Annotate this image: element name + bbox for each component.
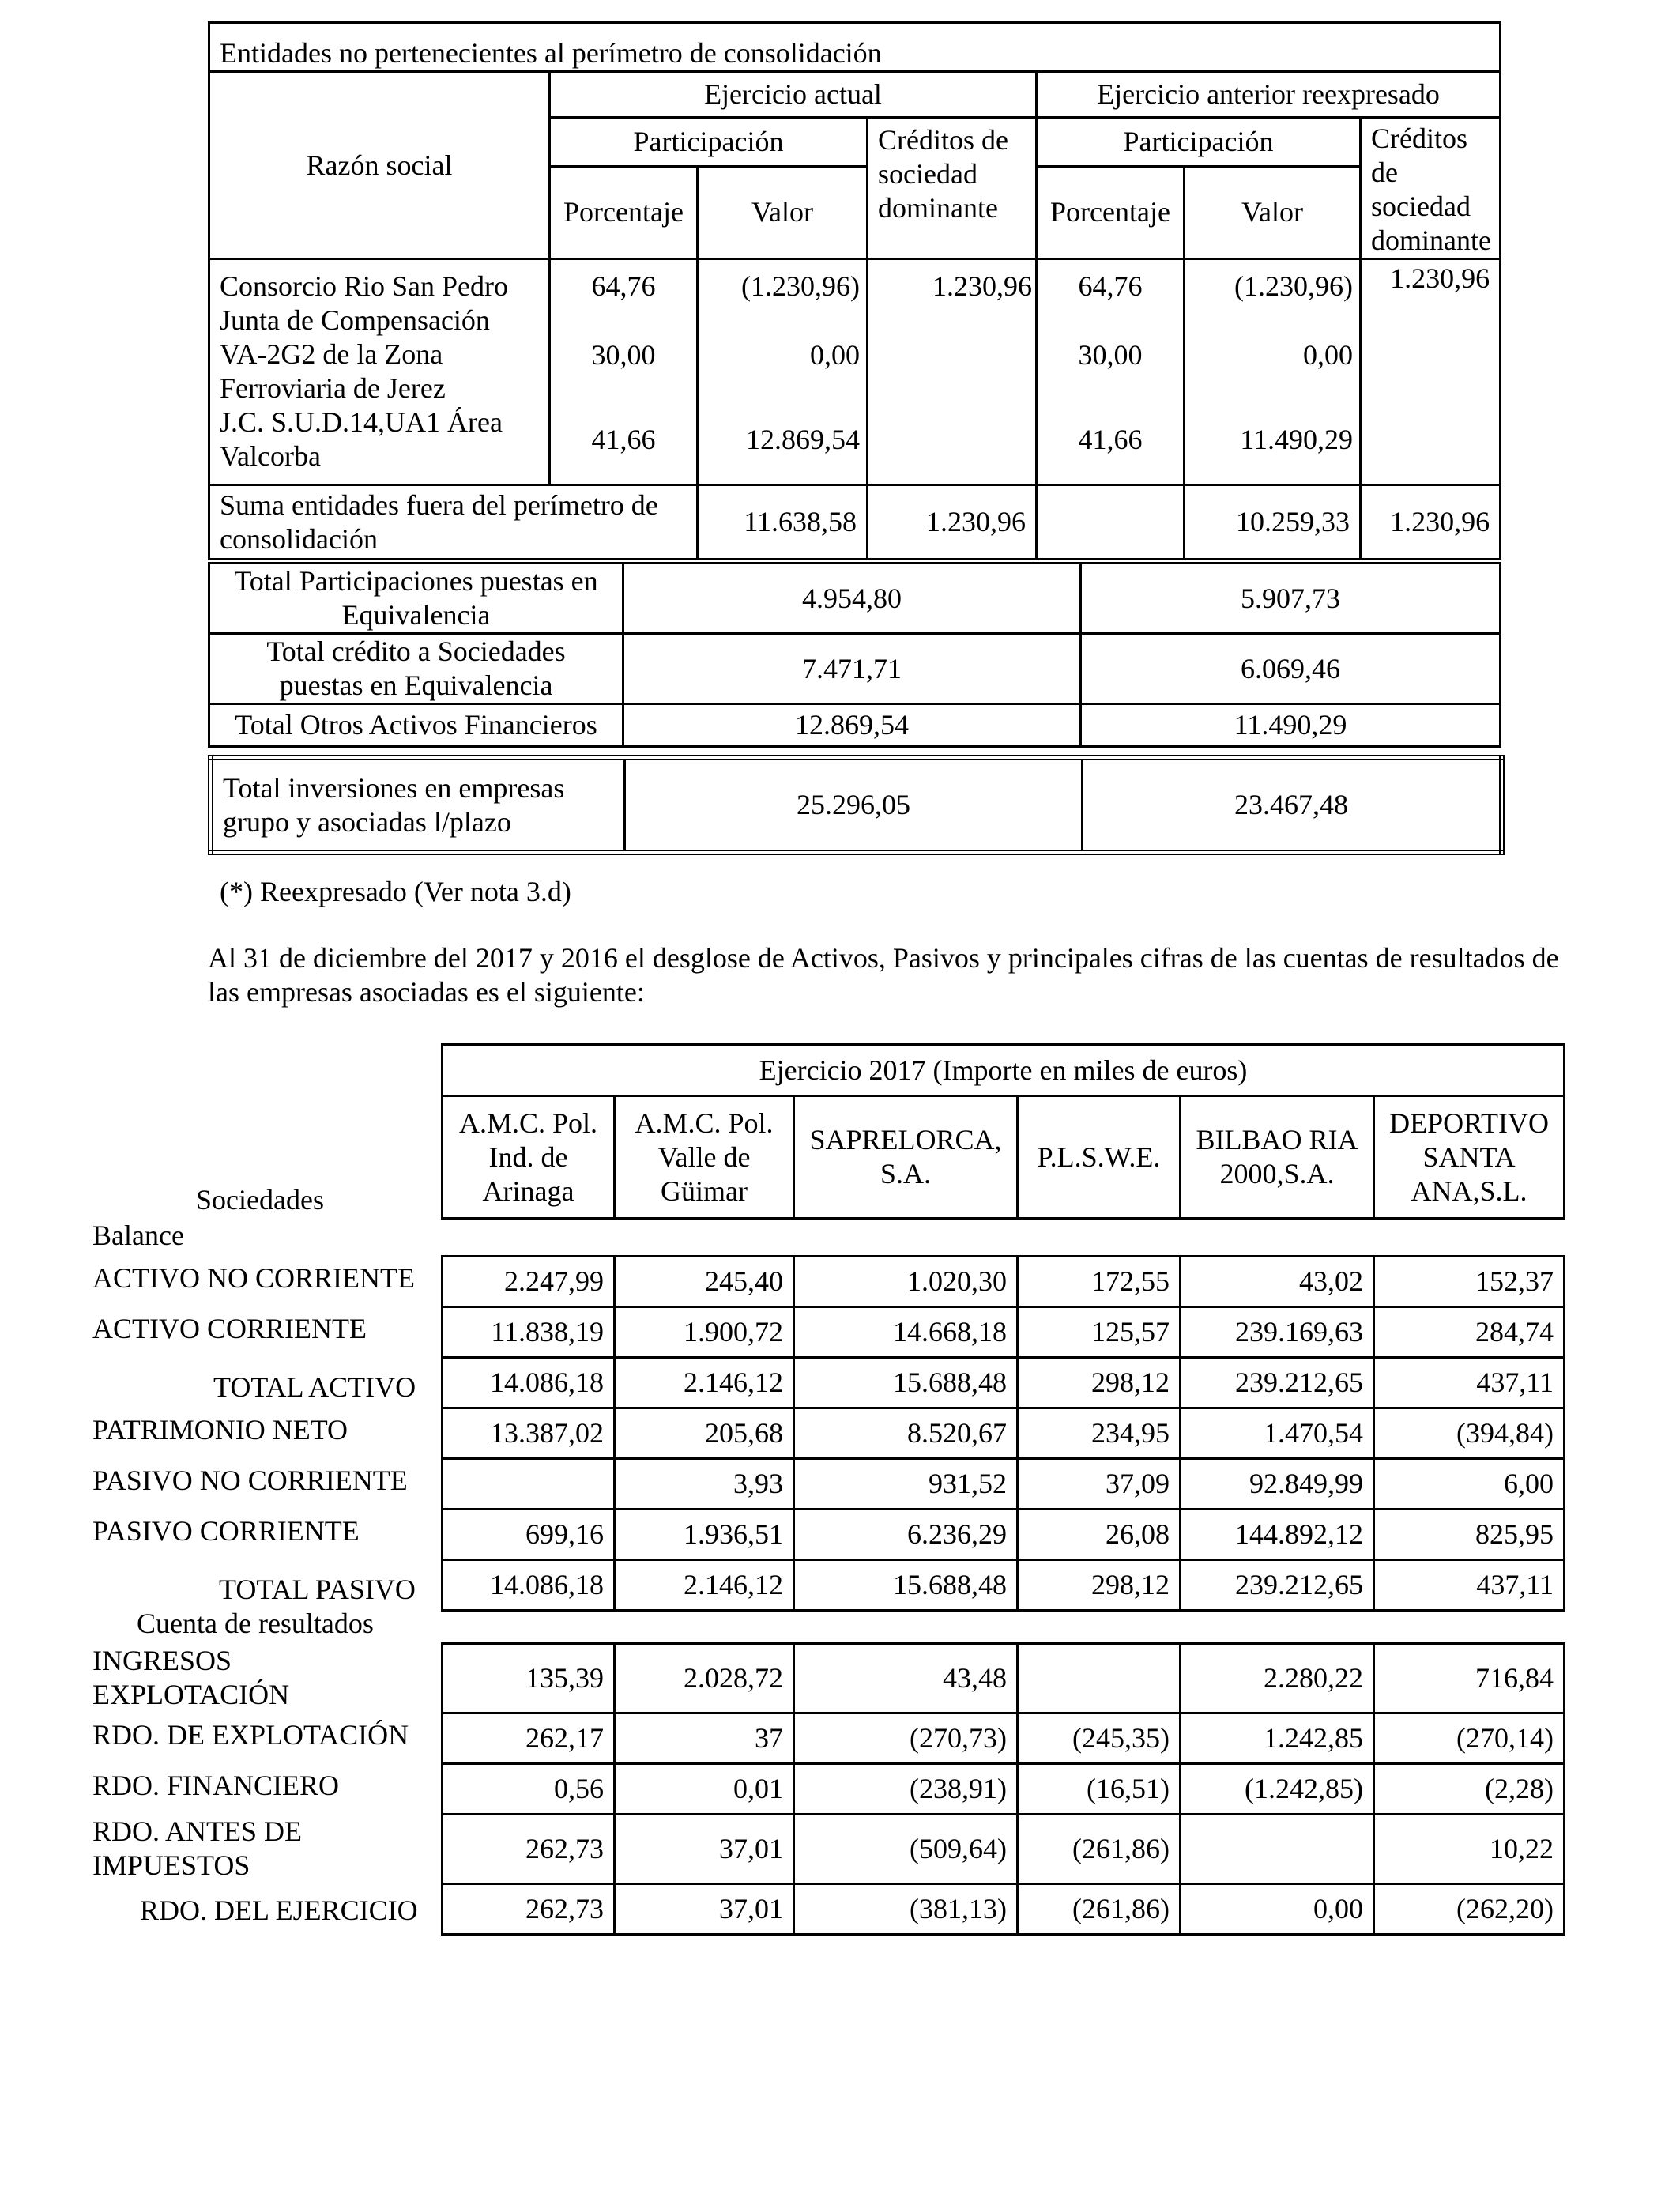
table-balance [441,1255,1565,1612]
balance-cell: 437,11 [1374,1560,1565,1611]
table-totales-equivalencia [208,562,1501,748]
total-participaciones-anterior: 5.907,73 [1081,564,1501,634]
result-cell: 10,22 [1374,1815,1565,1884]
pct-anterior-1: 64,76 [1078,270,1143,302]
balance-cell: 2.146,12 [615,1560,794,1611]
row-label: PASIVO CORRIENTE [92,1515,360,1547]
entity-names: Consorcio Rio San Pedro Junta de Compensación VA-2G2 de la Zona Ferroviaria de Jerez J.C. S.U.D.14,UA1 Área Valcorba [209,259,550,485]
result-cell: (270,73) [794,1713,1018,1764]
balance-cell: 239.212,65 [1181,1560,1374,1611]
valor-actual-col [698,259,868,485]
table-row [443,1459,1565,1510]
result-cell: (238,91) [794,1764,1018,1815]
balance-cell: 2.247,99 [443,1257,615,1307]
balance-cell: 699,16 [443,1510,615,1560]
result-cell: 37,01 [615,1884,794,1935]
table-row [443,1358,1565,1408]
pct-actual-2: 30,00 [591,339,656,371]
row-label: ACTIVO CORRIENTE [92,1313,367,1344]
result-cell: (245,35) [1018,1713,1181,1764]
result-cell: 716,84 [1374,1644,1565,1713]
result-cell: 37,01 [615,1815,794,1884]
header-razon-social: Razón social [209,72,550,259]
balance-cell: 14.086,18 [443,1560,615,1611]
total-participaciones-actual: 4.954,80 [623,564,1081,634]
total-credito-actual: 7.471,71 [623,634,1081,704]
pct-actual-3: 41,66 [591,424,656,455]
balance-cell: 1.020,30 [794,1257,1018,1307]
total-inversiones-actual: 25.296,05 [625,758,1083,853]
table-row [443,1510,1565,1560]
suma-valor-anterior: 10.259,33 [1185,485,1361,560]
row-label: RDO. DE EXPLOTACIÓN [92,1719,409,1751]
cred-anterior-col [1361,259,1501,485]
balance-cell: 234,95 [1018,1408,1181,1459]
cred-actual-col [868,259,1037,485]
balance-cell: 205,68 [615,1408,794,1459]
balance-cell: 284,74 [1374,1307,1565,1358]
balance-cell: 11.838,19 [443,1307,615,1358]
cred-actual-1: 1.230,96 [932,270,1032,302]
footnote: (*) Reexpresado (Ver nota 3.d) [220,876,571,907]
company-header: BILBAO RIA 2000,S.A. [1181,1096,1374,1219]
suma-pct-anterior [1037,485,1185,560]
result-cell: 262,73 [443,1815,615,1884]
header-porcentaje-anterior: Porcentaje [1037,166,1185,258]
table-row [443,1560,1565,1611]
table-row [443,1257,1565,1307]
table-title: Entidades no pertenecientes al perímetro de consolidación [209,23,1501,72]
company-header: P.L.S.W.E. [1018,1096,1181,1219]
balance-cell: 26,08 [1018,1510,1181,1560]
result-cell: 2.028,72 [615,1644,794,1713]
table-row [443,1408,1565,1459]
table-row [443,1307,1565,1358]
result-cell: (2,28) [1374,1764,1565,1815]
balance-label: Balance [92,1220,184,1251]
balance-cell: 15.688,48 [794,1560,1018,1611]
valor-actual-1: (1.230,96) [741,270,860,302]
header-participacion-actual: Participación [550,118,868,167]
total-participaciones-label: Total Participaciones puestas en Equivalencia [209,564,623,634]
balance-cell: 92.849,99 [1181,1459,1374,1510]
balance-cell: 3,93 [615,1459,794,1510]
row-label: TOTAL PASIVO [219,1574,416,1605]
table-entidades-fuera-perimetro [208,21,1501,560]
pct-actual-col [550,259,698,485]
row-label: INGRESOS EXPLOTACIÓN [92,1645,290,1710]
result-cell: (261,86) [1018,1815,1181,1884]
balance-cell: 43,02 [1181,1257,1374,1307]
balance-cell: 6,00 [1374,1459,1565,1510]
balance-cell: 144.892,12 [1181,1510,1374,1560]
balance-cell: 298,12 [1018,1358,1181,1408]
result-cell [1018,1644,1181,1713]
total-credito-label: Total crédito a Sociedades puestas en Equivalencia [209,634,623,704]
result-cell: 262,73 [443,1884,615,1935]
balance-cell: 239.212,65 [1181,1358,1374,1408]
result-cell: 43,48 [794,1644,1018,1713]
balance-cell: 15.688,48 [794,1358,1018,1408]
row-label: RDO. ANTES DE IMPUESTOS [92,1815,303,1881]
header-creditos-actual: Créditos de sociedad dominante [868,118,1037,259]
table-total-inversiones [208,755,1505,855]
balance-cell: 931,52 [794,1459,1018,1510]
header-ejercicio-anterior: Ejercicio anterior reexpresado [1037,72,1501,118]
balance-cell: 1.470,54 [1181,1408,1374,1459]
balance-cell: 1.900,72 [615,1307,794,1358]
pct-anterior-col [1037,259,1185,485]
total-otros-label: Total Otros Activos Financieros [209,704,623,747]
result-cell: 2.280,22 [1181,1644,1374,1713]
balance-cell: 437,11 [1374,1358,1565,1408]
table-row [443,1713,1565,1764]
cred-anterior-1: 1.230,96 [1390,262,1490,294]
balance-cell: 298,12 [1018,1560,1181,1611]
balance-cell: 6.236,29 [794,1510,1018,1560]
total-otros-anterior: 11.490,29 [1081,704,1501,747]
table-row [443,1815,1565,1884]
company-header: SAPRELORCA, S.A. [794,1096,1018,1219]
valor-anterior-2: 0,00 [1303,339,1353,371]
result-cell: (509,64) [794,1815,1018,1884]
balance-cell: 239.169,63 [1181,1307,1374,1358]
row-label: PATRIMONIO NETO [92,1414,348,1446]
result-cell: (261,86) [1018,1884,1181,1935]
ejercicio-title: Ejercicio 2017 (Importe en miles de euros) [443,1045,1565,1096]
suma-cred-actual: 1.230,96 [868,485,1037,560]
valor-anterior-3: 11.490,29 [1240,424,1353,455]
balance-cell: 172,55 [1018,1257,1181,1307]
suma-valor-actual: 11.638,58 [698,485,868,560]
row-label: RDO. FINANCIERO [92,1770,340,1801]
row-label: ACTIVO NO CORRIENTE [92,1262,415,1294]
result-cell: 262,17 [443,1713,615,1764]
row-label: PASIVO NO CORRIENTE [92,1465,408,1496]
result-cell: (16,51) [1018,1764,1181,1815]
result-cell: 0,00 [1181,1884,1374,1935]
row-label: RDO. DEL EJERCICIO [140,1894,418,1926]
table-resultados [441,1642,1565,1936]
valor-actual-2: 0,00 [810,339,860,371]
row-label: TOTAL ACTIVO [213,1371,416,1403]
balance-cell: 125,57 [1018,1307,1181,1358]
company-header: A.M.C. Pol. Valle de Güimar [615,1096,794,1219]
balance-cell: 13.387,02 [443,1408,615,1459]
header-participacion-anterior: Participación [1037,118,1361,167]
balance-cell: 152,37 [1374,1257,1565,1307]
balance-cell: 8.520,67 [794,1408,1018,1459]
header-valor-actual: Valor [698,166,868,258]
total-otros-actual: 12.869,54 [623,704,1081,747]
result-cell: 0,01 [615,1764,794,1815]
balance-cell: 1.936,51 [615,1510,794,1560]
total-inversiones-label: Total inversiones en empresas grupo y asociadas l/plazo [211,758,625,853]
balance-cell: 14.086,18 [443,1358,615,1408]
result-cell: 0,56 [443,1764,615,1815]
result-cell: 1.242,85 [1181,1713,1374,1764]
valor-anterior-col [1185,259,1361,485]
result-cell: (270,14) [1374,1713,1565,1764]
result-cell: (1.242,85) [1181,1764,1374,1815]
header-creditos-anterior: Créditos de sociedad dominante [1361,118,1501,259]
balance-cell: 825,95 [1374,1510,1565,1560]
result-cell: (262,20) [1374,1884,1565,1935]
balance-cell: 245,40 [615,1257,794,1307]
result-cell: 37 [615,1713,794,1764]
company-header: DEPORTIVO SANTA ANA,S.L. [1374,1096,1565,1219]
balance-cell: (394,84) [1374,1408,1565,1459]
balance-cell [443,1459,615,1510]
pct-actual-1: 64,76 [591,270,656,302]
header-ejercicio-actual: Ejercicio actual [550,72,1037,118]
valor-anterior-1: (1.230,96) [1234,270,1353,302]
header-valor-anterior: Valor [1185,166,1361,258]
companies-row [443,1096,1565,1219]
pct-anterior-3: 41,66 [1078,424,1143,455]
valor-actual-3: 12.869,54 [746,424,860,455]
table-row [443,1884,1565,1935]
result-cell: (381,13) [794,1884,1018,1935]
sociedades-label: Sociedades [196,1184,324,1216]
company-header: A.M.C. Pol. Ind. de Arinaga [443,1096,615,1219]
total-inversiones-anterior: 23.467,48 [1083,758,1502,853]
total-credito-anterior: 6.069,46 [1081,634,1501,704]
table-row [443,1764,1565,1815]
balance-cell: 14.668,18 [794,1307,1018,1358]
balance-cell: 2.146,12 [615,1358,794,1408]
table-header-asociadas [441,1043,1565,1220]
result-cell: 135,39 [443,1644,615,1713]
cuenta-resultados-label: Cuenta de resultados [137,1608,374,1639]
intro-paragraph: Al 31 de diciembre del 2017 y 2016 el desglose de Activos, Pasivos y principales cifras de las cuentas de resultados de las empresas asociadas es el siguiente: [208,942,1559,1008]
header-porcentaje-actual: Porcentaje [550,166,698,258]
table-row [443,1644,1565,1713]
pct-anterior-2: 30,00 [1078,339,1143,371]
suma-label: Suma entidades fuera del perímetro de consolidación [209,485,698,560]
result-cell [1181,1815,1374,1884]
balance-cell: 37,09 [1018,1459,1181,1510]
suma-cred-anterior: 1.230,96 [1361,485,1501,560]
